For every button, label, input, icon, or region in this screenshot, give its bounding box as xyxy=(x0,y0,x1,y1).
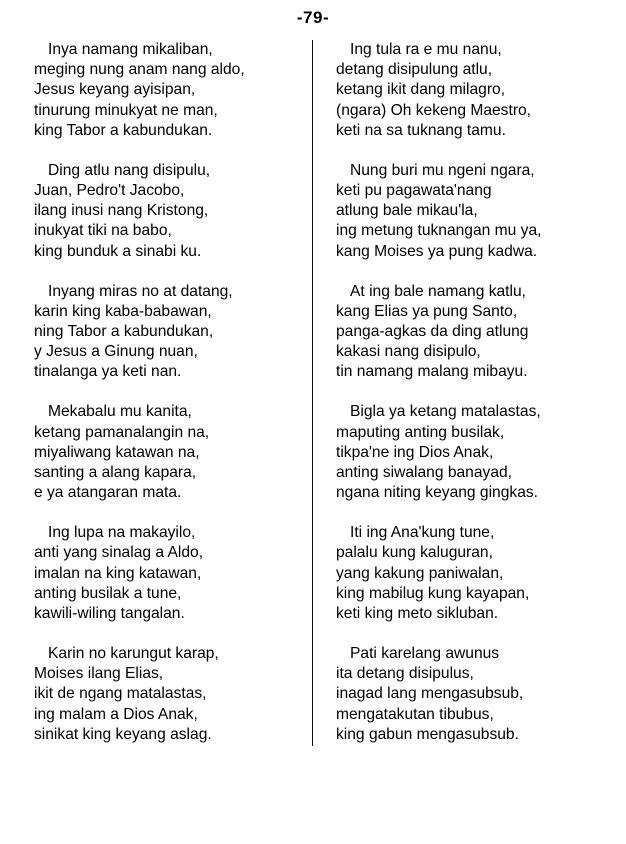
verse-line: ita detang disipulus, xyxy=(336,665,474,683)
verse-line: Juan, Pedro't Jacobo, xyxy=(34,182,185,200)
verse-line: ing metung tuknangan mu ya, xyxy=(336,222,542,240)
verse-line: inagad lang mengasubsub, xyxy=(336,685,524,703)
stanza xyxy=(336,644,616,745)
stanza xyxy=(34,523,304,624)
verse-line: tikpa'ne ing Dios Anak, xyxy=(336,443,494,461)
verse-line: kakasi nang disipulo, xyxy=(336,343,481,361)
right-column xyxy=(336,40,616,765)
verse-line: santing a alang kapara, xyxy=(34,464,197,482)
verse-line: meging nung anam nang aldo, xyxy=(34,61,245,79)
verse-line: tinalanga ya keti nan. xyxy=(34,363,182,381)
verse-line: ikit de ngang matalastas, xyxy=(34,685,207,703)
verse-line: Ing tula ra e mu nanu, xyxy=(350,41,502,58)
verse-line: detang disipulung atlu, xyxy=(336,61,493,79)
verse-line: ngana niting keyang gingkas. xyxy=(336,484,539,502)
verse-line: (ngara) Oh kekeng Maestro, xyxy=(336,101,532,119)
stanza xyxy=(34,282,304,383)
verse-line: anting busilak a tune, xyxy=(34,584,182,602)
verse-line: ning Tabor a kabundukan, xyxy=(34,323,214,341)
stanza xyxy=(336,40,616,141)
verse-line: panga-agkas da ding atlung xyxy=(336,323,529,341)
verse-line: king gabun mengasubsub. xyxy=(336,725,519,743)
verse-line: mengatakutan tibubus, xyxy=(336,705,494,723)
column-divider xyxy=(312,40,313,746)
verse-line: keti na sa tuknang tamu. xyxy=(336,121,506,139)
verse-line: ketang ikit dang milagro, xyxy=(336,81,506,99)
verse-line: Jesus keyang ayisipan, xyxy=(34,81,196,99)
verse-line: ing malam a Dios Anak, xyxy=(34,705,198,723)
stanza xyxy=(336,402,616,503)
left-column xyxy=(34,40,304,765)
verse-line: anti yang sinalag a Aldo, xyxy=(34,544,204,562)
verse-line: Mekabalu mu kanita, xyxy=(48,403,192,421)
verse-line: inukyat tiki na babo, xyxy=(34,222,172,240)
verse-line: Inyang miras no at datang, xyxy=(48,282,233,300)
verse-line: ketang pamanalangin na, xyxy=(34,423,210,441)
stanza xyxy=(336,523,616,624)
verse-line: At ing bale namang katlu, xyxy=(350,282,526,300)
stanza xyxy=(34,644,304,745)
stanza xyxy=(34,40,304,141)
verse-line: Nung buri mu ngeni ngara, xyxy=(350,161,535,179)
verse-line: sinikat king keyang aslag. xyxy=(34,725,212,743)
verse-line: Iti ing Ana'kung tune, xyxy=(350,524,495,542)
verse-line: imalan na king katawan, xyxy=(34,564,202,582)
verse-line: tin namang malang mibayu. xyxy=(336,363,528,381)
verse-line: yang kakung paniwalan, xyxy=(336,564,504,582)
verse-line: karin king kaba-babawan, xyxy=(34,302,212,320)
verse-line: keti pu pagawata'nang xyxy=(336,182,492,200)
verse-line: Ing lupa na makayilo, xyxy=(48,524,196,542)
verse-line: ilang inusi nang Kristong, xyxy=(34,202,209,220)
verse-line: Pati karelang awunus xyxy=(350,645,500,663)
verse-line: palalu kung kaluguran, xyxy=(336,544,493,562)
stanza xyxy=(34,161,304,262)
verse-line: king Tabor a kabundukan. xyxy=(34,121,213,139)
verse-line: king mabilug kung kayapan, xyxy=(336,584,530,602)
verse-line: atlung bale mikau'la, xyxy=(336,202,478,220)
verse-line: Ding atlu nang disipulu, xyxy=(48,161,211,179)
verse-line: kang Moises ya pung kadwa. xyxy=(336,242,538,260)
verse-line: kang Elias ya pung Santo, xyxy=(336,302,518,320)
verse-line: king bunduk a sinabi ku. xyxy=(34,242,202,260)
verse-line: kawili-wiling tangalan. xyxy=(34,605,185,623)
verse-line: tinurung minukyat ne man, xyxy=(34,101,218,119)
verse-line: anting siwalang banayad, xyxy=(336,464,512,482)
stanza xyxy=(336,161,616,262)
verse-line: keti king meto sikluban. xyxy=(336,605,499,623)
stanza xyxy=(34,402,304,503)
verse-line: y Jesus a Ginung nuan, xyxy=(34,343,198,361)
page-number: -79- xyxy=(296,8,330,27)
verse-line: maputing anting busilak, xyxy=(336,423,505,441)
stanza xyxy=(336,282,616,383)
verse-line: e ya atangaran mata. xyxy=(34,484,182,502)
verse-line: Moises ilang Elias, xyxy=(34,665,164,683)
verse-line: Inya namang mikaliban, xyxy=(48,41,213,58)
verse-line: miyaliwang katawan na, xyxy=(34,443,200,461)
verse-line: Bigla ya ketang matalastas, xyxy=(350,403,541,421)
verse-line: Karin no karungut karap, xyxy=(48,645,219,663)
